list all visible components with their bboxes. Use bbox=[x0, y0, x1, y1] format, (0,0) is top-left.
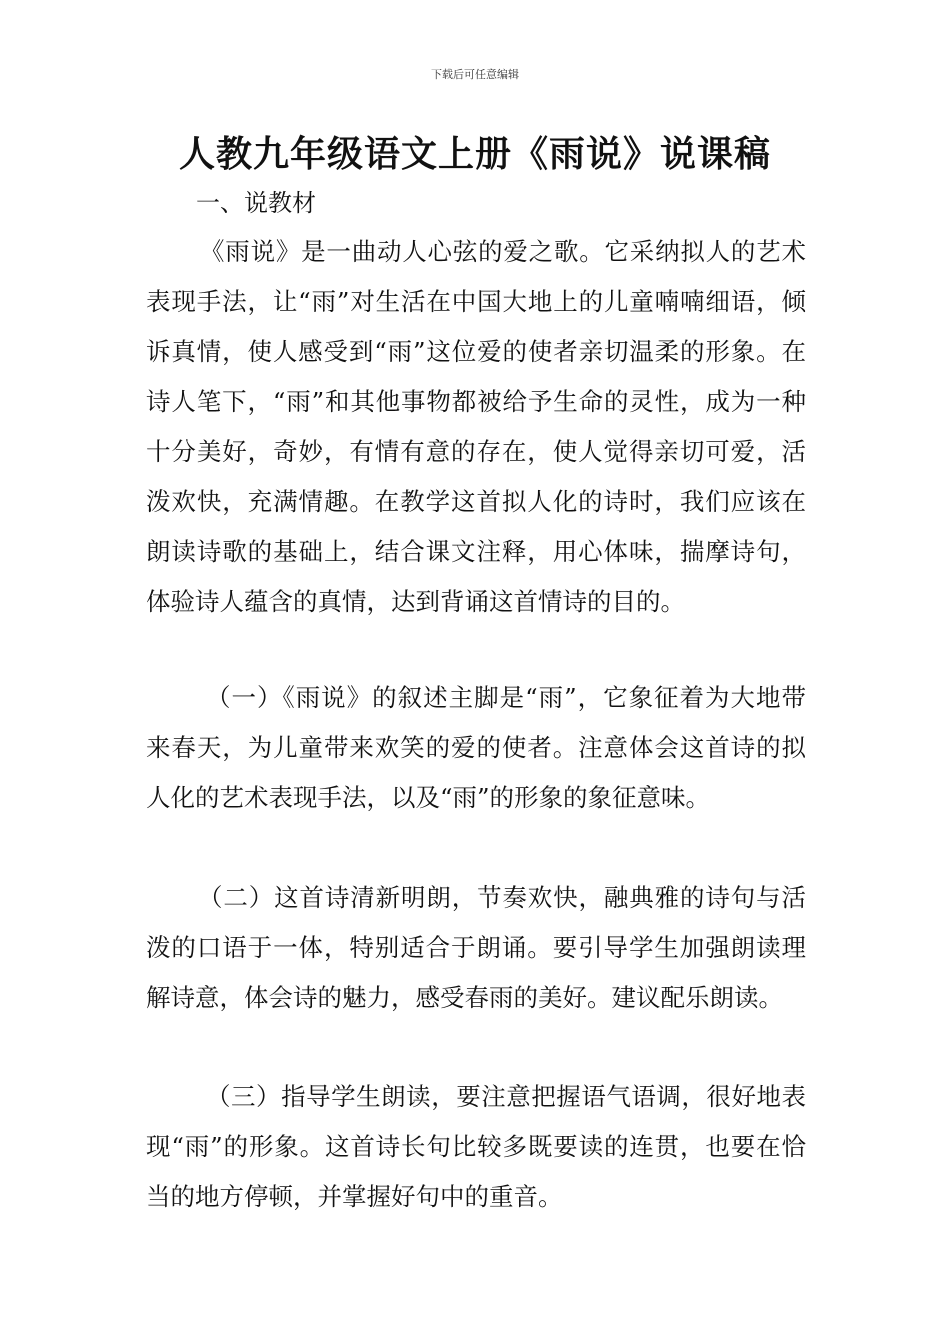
document-title: 人教九年级语文上册《雨说》说课稿 bbox=[178, 134, 771, 175]
paragraph-point-1: （一）《雨说》的叙述主脚是“雨”，它象征着为大地带来春天，为儿童带来欢笑的爱的使者。注意体会这首诗的拟人化的艺术表现手法，以及“雨”的形象的象征意味。 bbox=[146, 683, 806, 812]
section-heading: 一、说教材 bbox=[196, 189, 316, 217]
paragraph-point-2: （二）这首诗清新明朗，节奏欢快，融典雅的诗句与活泼的口语于一体，特别适合于朗诵。要引导学生加强朗读理解诗意，体会诗的魅力，感受春雨的美好。建议配乐朗读。 bbox=[146, 883, 806, 1012]
paragraph-point-3: （三）指导学生朗读，要注意把握语气语调，很好地表现“雨”的形象。这首诗长句比较多既要读的连贯，也要在恰当的地方停顿，并掌握好句中的重音。 bbox=[146, 1082, 806, 1211]
header-note: 下载后可任意编辑 bbox=[431, 68, 519, 81]
paragraph-intro: 《雨说》是一曲动人心弦的爱之歌。它采纳拟人的艺术表现手法，让“雨”对生活在中国大地上的儿童喃喃细语，倾诉真情，使人感受到“雨”这位爱的使者亲切温柔的形象。在诗人笔下，“雨”和其他事物都被给予生命的灵性，成为一种十分美好，奇妙，有情有意的存在，使人觉得亲切可爱，活泼欢快，充满情趣。在教学这首拟人化的诗时，我们应该在朗读诗歌的基础上，结合课文注释，用心体味，揣摩诗句，体验诗人蕴含的真情，达到背诵这首情诗的目的。 bbox=[146, 237, 806, 616]
